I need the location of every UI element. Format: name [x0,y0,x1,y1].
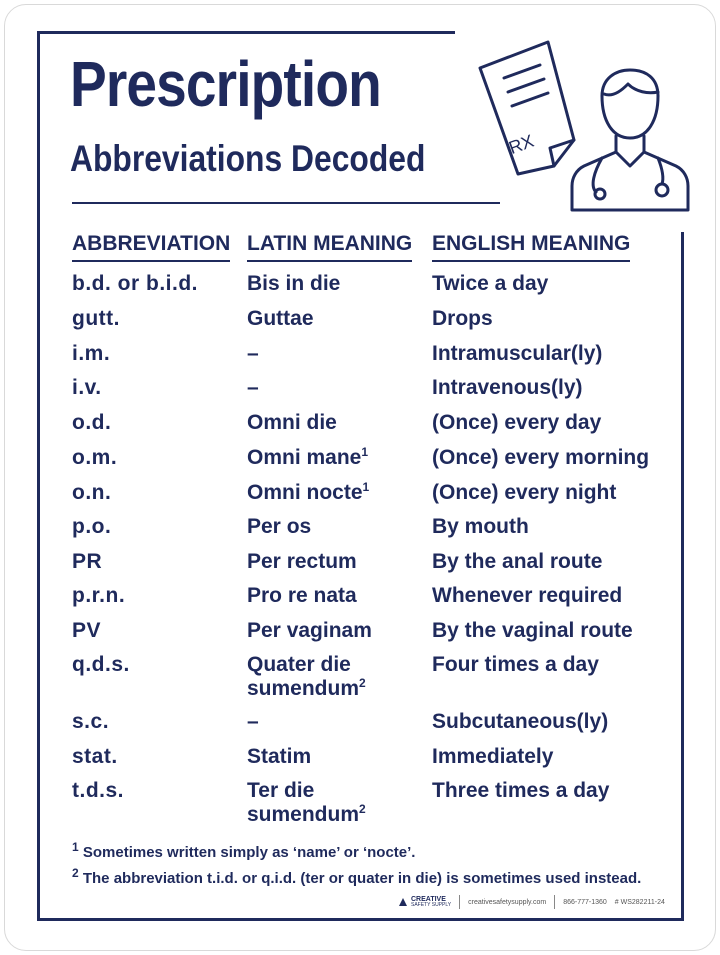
footnote-marker: 2 [359,676,366,690]
cell-latin-meaning: – [247,342,259,365]
cell-english-meaning: Immediately [432,745,554,768]
cell-abbreviation: t.d.s. [72,779,125,802]
page-subtitle: Abbreviations Decoded [70,138,426,179]
cell-latin-meaning: Omni die [247,411,337,434]
footer-phone: 866-777-1360 [563,898,607,906]
cell-latin-meaning: Guttae [247,307,314,330]
doctor-stethoscope-icon [566,62,692,214]
rx-label: RX [506,130,537,159]
cell-latin-meaning: Per rectum [247,550,357,573]
footer-website: creativesafetysupply.com [468,898,547,906]
cell-english-meaning: (Once) every day [432,411,602,434]
cell-abbreviation: PV [72,619,102,642]
cell-abbreviation: o.m. [72,446,118,469]
cell-abbreviation: o.n. [72,481,112,504]
footnote-2: $^2$ The abbreviation t.i.d. or q.i.d. (ter or quater in die) is sometimes used instead. [72,866,642,887]
cell-abbreviation: b.d. or b.i.d. [72,272,198,295]
creative-safety-logo-icon [398,897,408,907]
footer-part-number: # WS282211-24 [614,898,665,906]
cell-english-meaning: Drops [432,307,493,330]
page-title: Prescription [70,48,381,120]
cell-english-meaning: By mouth [432,515,529,538]
footnote-1: $^1$ Sometimes written simply as ‘name’ or ‘nocte’. [72,840,416,861]
cell-abbreviation: q.d.s. [72,653,130,676]
frame-line-right [681,232,684,921]
footer-bar [398,895,665,909]
cell-latin-meaning: – [247,376,259,399]
cell-english-meaning: Four times a day [432,653,599,676]
footnote-marker: 1 [361,445,369,459]
footnote-marker: 1 [362,480,370,494]
cell-latin-meaning: Per vaginam [247,619,372,642]
cell-latin-meaning: Pro re nata [247,584,357,607]
header-latin-meaning: LATIN MEANING [247,232,412,262]
cell-abbreviation: o.d. [72,411,112,434]
cell-latin-meaning: Quater die sumendum$^2$ [247,653,366,700]
cell-abbreviation: PR [72,550,103,573]
frame-line-bottom [37,918,684,921]
cell-english-meaning: Intramuscular(ly) [432,342,603,365]
cell-english-meaning: Twice a day [432,272,549,295]
header-abbreviation: ABBREVIATION [72,232,230,262]
header-english-meaning: ENGLISH MEANING [432,232,630,262]
brand-name: CREATIVE [411,896,446,903]
footnote-marker: 2 [359,802,366,816]
cell-english-meaning: (Once) every night [432,481,617,504]
cell-abbreviation: s.c. [72,710,110,733]
cell-latin-meaning: Omni nocte$^1$ [247,480,370,504]
brand-logo [398,896,451,908]
frame-line-left [37,31,40,918]
cell-latin-meaning: Bis in die [247,272,341,295]
cell-abbreviation: p.r.n. [72,584,126,607]
title-divider [72,202,500,204]
cell-english-meaning: Subcutaneous(ly) [432,710,609,733]
prescription-document-icon [470,36,580,176]
brand-subname: SAFETY SUPPLY [411,902,452,908]
cell-latin-meaning: Ter die sumendum$^2$ [247,779,366,826]
cell-abbreviation: p.o. [72,515,112,538]
cell-latin-meaning: Omni mane$^1$ [247,445,369,469]
cell-abbreviation: i.m. [72,342,111,365]
cell-abbreviation: gutt. [72,307,120,330]
cell-english-meaning: (Once) every morning [432,446,650,469]
cell-english-meaning: By the anal route [432,550,603,573]
cell-latin-meaning: – [247,710,259,733]
cell-english-meaning: By the vaginal route [432,619,633,642]
cell-latin-meaning: Per os [247,515,312,538]
frame-line-top [37,31,455,34]
cell-latin-meaning: Statim [247,745,312,768]
cell-abbreviation: stat. [72,745,118,768]
cell-abbreviation: i.v. [72,376,102,399]
cell-english-meaning: Intravenous(ly) [432,376,583,399]
cell-english-meaning: Three times a day [432,779,610,802]
cell-english-meaning: Whenever required [432,584,623,607]
